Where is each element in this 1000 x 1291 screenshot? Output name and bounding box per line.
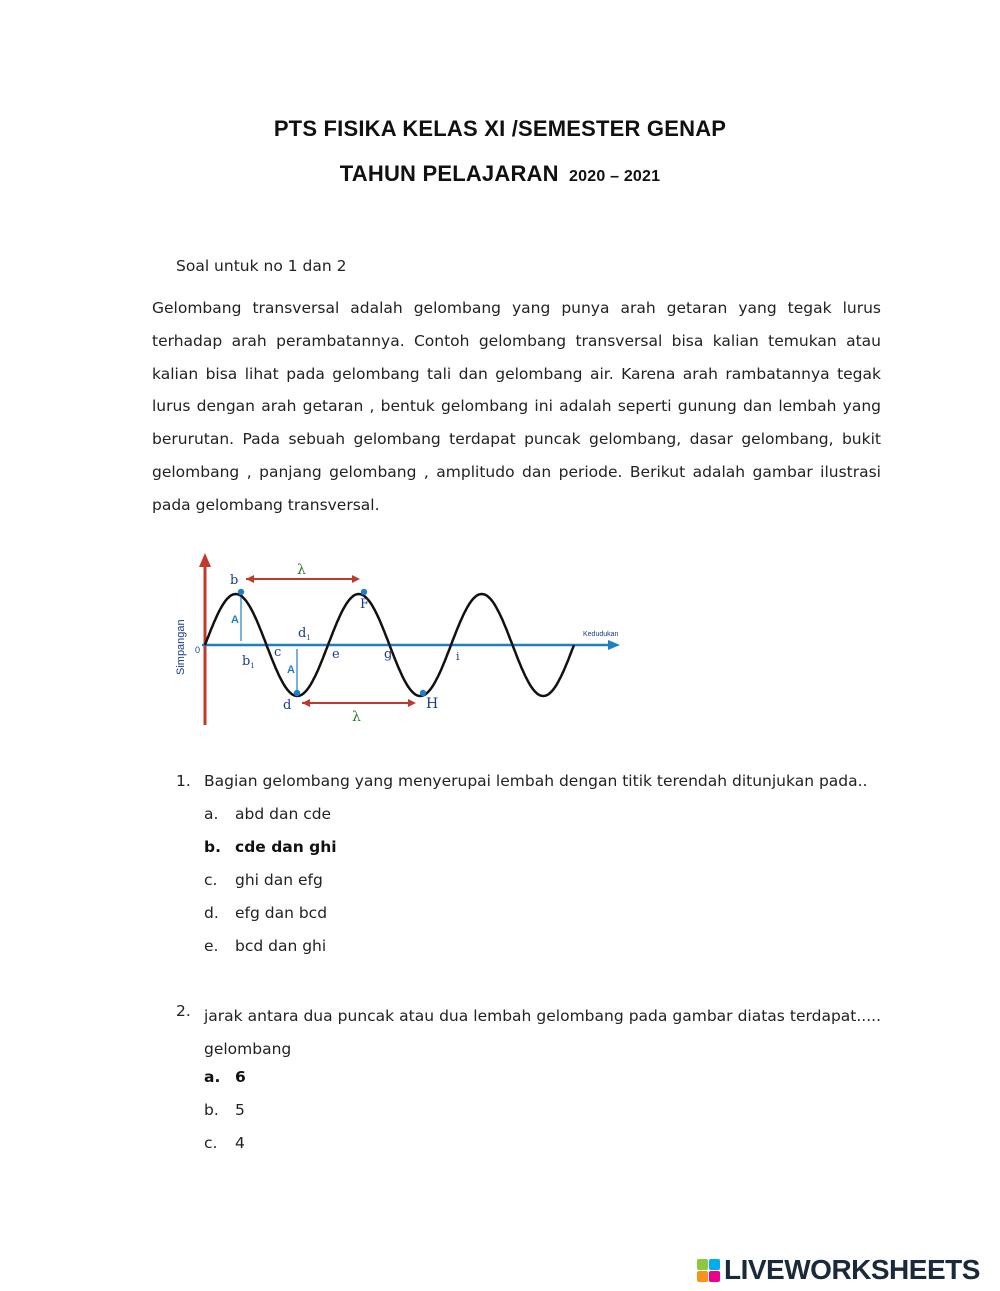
option-letter: a. <box>204 1068 221 1086</box>
option-letter: d. <box>204 904 219 922</box>
q1-option-b[interactable] <box>204 838 337 856</box>
subtitle-text: TAHUN PELAJARAN <box>339 161 559 186</box>
option-text: bcd dan ghi <box>235 937 327 955</box>
option-text: efg dan bcd <box>235 904 328 922</box>
point-i-label: i <box>456 650 460 663</box>
intro-text: Soal untuk no 1 dan 2 <box>176 257 347 275</box>
page-title: PTS FISIKA KELAS XI /SEMESTER GENAP <box>273 116 727 141</box>
q1-option-a[interactable] <box>204 805 331 823</box>
logo-tile <box>697 1259 708 1270</box>
option-text: 4 <box>235 1134 245 1152</box>
brand-name: LIVEWORKSHEETS <box>724 1254 980 1285</box>
wavelength-arrow-bottom-right-icon <box>408 699 416 707</box>
point-b1-sub: 1 <box>250 662 255 670</box>
paragraph-text: Gelombang transversal adalah gelombang yang punya arah getaran yang tegak lurus terhadap arah perambatannya. Contoh gelombang transversal bisa kalian temukan atau kalian bisa lihat pada gelombang tali dan gelombang air. Karena arah rambatannya tegak lurus dengan arah getaran , bentuk gelombang ini adalah seperti gunung dan lembah yang berurutan. Pada sebuah gelombang terdapat puncak gelombang, dasar gelombang, bukit gelombang , panjang gelombang , amplitudo dan periode. Berikut adalah gambar ilustrasi pada gelombang transversal. <box>152 299 881 514</box>
liveworksheets-logo[interactable] <box>697 1254 980 1286</box>
q1-option-e[interactable] <box>204 937 326 955</box>
y-axis-arrow-icon <box>199 553 211 567</box>
question-1-text: Bagian gelombang yang menyerupai lembah dengan titik terendah ditunjukan pada.. <box>204 772 868 790</box>
point-d-dot <box>294 690 300 696</box>
point-d1-main: d <box>298 626 307 641</box>
wavelength-arrow-top-left-icon <box>246 575 254 583</box>
point-b1-main: b <box>242 654 251 669</box>
wavelength-arrow-bottom-left-icon <box>302 699 310 707</box>
option-text: ghi dan efg <box>235 871 323 889</box>
option-letter: a. <box>204 805 219 823</box>
option-letter: e. <box>204 937 219 955</box>
point-f-dot <box>361 589 367 595</box>
option-letter: c. <box>204 871 218 889</box>
point-e-label: e <box>332 647 340 662</box>
amplitude-label-top: A <box>231 614 239 626</box>
question-1-number: 1. <box>176 772 191 790</box>
option-text: 6 <box>235 1068 246 1086</box>
point-b-dot <box>238 589 244 595</box>
question-2-text: jarak antara dua puncak atau dua lembah gelombang pada gambar diatas terdapat..... gelombang <box>204 1007 881 1058</box>
x-axis-arrow-icon <box>608 640 620 650</box>
logo-tile <box>709 1259 720 1270</box>
y-axis-label: Simpangan <box>175 619 187 675</box>
page-subtitle <box>0 161 1000 187</box>
option-text: 5 <box>235 1101 245 1119</box>
point-c-label: c <box>274 645 282 660</box>
question-2-number: 2. <box>176 1002 191 1020</box>
point-d-label: d <box>283 698 292 713</box>
q1-option-c[interactable] <box>204 871 323 889</box>
q2-option-c[interactable] <box>204 1134 245 1152</box>
wave-figure <box>150 545 640 730</box>
wavelength-arrow-top-right-icon <box>352 575 360 583</box>
lambda-label-top: λ <box>297 562 306 578</box>
point-d1-label <box>298 626 311 642</box>
point-f-label: F <box>360 597 370 612</box>
logo-tile <box>709 1271 720 1282</box>
option-letter: b. <box>204 1101 219 1119</box>
x-axis-label: Kedudukan <box>583 631 619 638</box>
amplitude-label-bottom: A <box>287 664 295 676</box>
option-letter: c. <box>204 1134 218 1152</box>
lambda-label-bottom: λ <box>352 709 361 725</box>
point-g-label: g <box>384 647 393 662</box>
q2-option-b[interactable] <box>204 1101 245 1119</box>
option-text: abd dan cde <box>235 805 332 823</box>
logo-tile <box>697 1271 708 1282</box>
q2-option-a[interactable] <box>204 1068 246 1086</box>
academic-year: 2020 – 2021 <box>569 168 661 185</box>
logo-icon <box>697 1259 720 1282</box>
option-letter: b. <box>204 838 221 856</box>
option-text: cde dan ghi <box>235 838 337 856</box>
point-b-label: b <box>230 573 239 588</box>
point-d1-sub: 1 <box>306 634 311 642</box>
point-b1-label <box>242 654 255 670</box>
origin-label: 0 <box>195 645 201 655</box>
q1-option-d[interactable] <box>204 904 327 922</box>
point-h-label: H <box>426 696 439 712</box>
